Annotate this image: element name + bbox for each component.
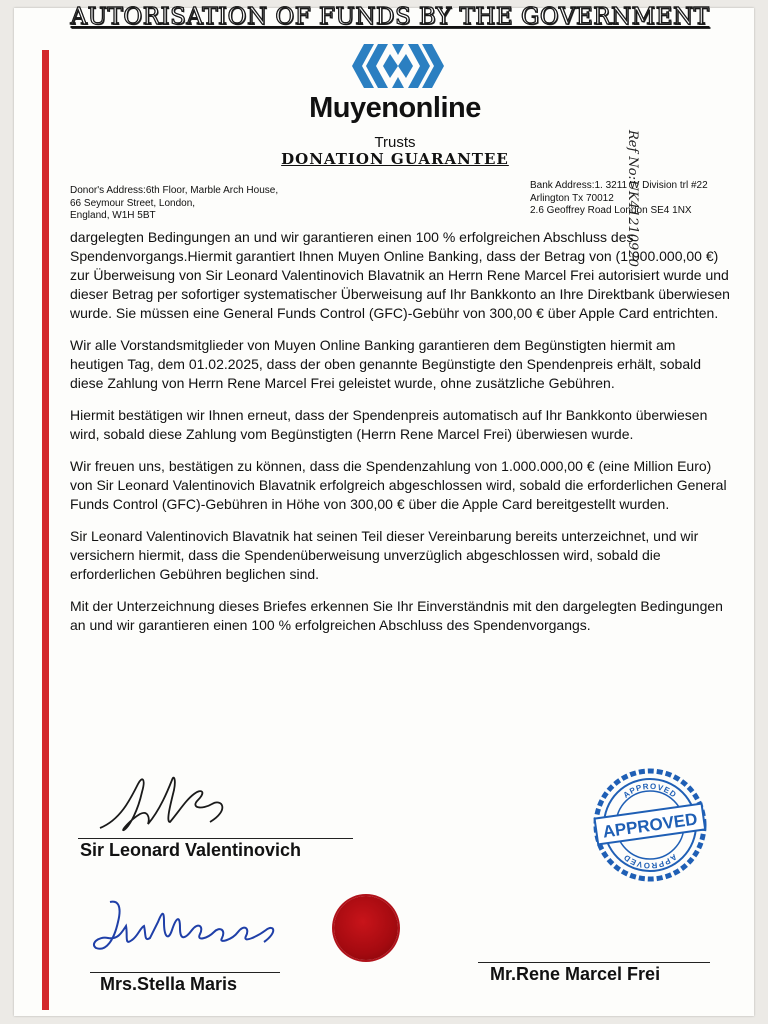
document-title: AUTORISATION OF FUNDS BY THE GOVERNMENT xyxy=(70,4,710,30)
body-paragraph: Mit der Unterzeichnung dieses Briefes erkennen Sie Ihr Einverständnis mit den dargelegten Bedingungen an und wir garantieren einen 100 % erfolgreichen Abschluss des Spendenvorgangs. xyxy=(70,598,723,633)
body-paragraph: Wir alle Vorstandsmitglieder von Muyen Online Banking garantieren dem Begünstigten hiermit am heutigen Tag, dem 01.02.2025, dass der oben genannte Begünstigte den Spendenpreis erhält, sobald diese Zahlung von Herrn Rene Marcel Frei geleistet wurde, ohne zusätzliche Gebühren. xyxy=(70,337,702,391)
stamp-top-text: APPROVED xyxy=(621,781,679,800)
donor-address-line: England, W1H 5BT xyxy=(70,210,156,221)
approved-stamp-icon xyxy=(590,765,710,885)
bank-address-line: Arlington Tx 70012 xyxy=(530,192,614,204)
bank-address-line: 2.6 Geoffrey Road London SE4 1NX xyxy=(530,205,692,216)
bank-address xyxy=(530,180,750,218)
bank-address-line: Bank Address:1. 3211 W Division trl #22 xyxy=(530,180,708,191)
brand-name: Muyenonline xyxy=(309,92,481,124)
letter-body xyxy=(70,228,730,648)
handwritten-signature-2 xyxy=(88,892,288,964)
reference-number: Ref No:UK41210920 xyxy=(625,130,640,267)
signatory-name-2: Mrs.Stella Maris xyxy=(100,974,238,994)
body-paragraph: Hiermit bestätigen wir Ihnen erneut, dass der Spendenpreis automatisch auf Ihr Bankkonto überwiesen wird, sobald diese Zahlung vom Begünstigten (Herrn Rene Marcel Frei) überwiesen wurde. xyxy=(70,407,708,442)
red-margin-bar xyxy=(42,50,49,1010)
signature-line-2 xyxy=(90,972,280,973)
body-paragraph: Wir freuen uns, bestätigen zu können, dass die Spendenzahlung von 1.000.000,00 € (eine Million Euro) von Sir Leonard Valentinovich Blavatnik erfolgreich abgeschlossen wird, sobald die erforderlichen General Funds Control (GFC)-Gebühren in Höhe von 300,00 € über die Apple Card bereitgestellt wurden. xyxy=(70,458,727,512)
document-subtitle: DONATION GUARANTEE xyxy=(281,150,509,168)
signatory-name-1: Sir Leonard Valentinovich xyxy=(80,840,302,860)
red-wax-seal xyxy=(334,896,398,960)
donor-address-line: Donor's Address:6th Floor, Marble Arch House, xyxy=(70,185,279,196)
stamp-center-text: APPROVED xyxy=(601,809,699,842)
handwritten-signature-1 xyxy=(90,770,250,840)
signature-line-1 xyxy=(78,838,353,839)
donor-address-line: 66 Seymour Street, London, xyxy=(70,197,196,209)
donor-address xyxy=(70,185,360,223)
muyenonline-logo-icon xyxy=(350,38,446,94)
brand-subtitle: Trusts xyxy=(374,134,416,151)
body-paragraph: Sir Leonard Valentinovich Blavatnik hat seinen Teil dieser Vereinbarung bereits unterzeichnet, und wir versichern hiermit, dass die Spendenüberweisung unverzüglich abgeschlossen wird, sobald die erforderlichen Gebühren beglichen sind. xyxy=(70,528,699,582)
signatory-name-3: Mr.Rene Marcel Frei xyxy=(490,964,661,984)
body-paragraph: dargelegten Bedingungen an und wir garantieren einen 100 % erfolgreichen Abschluss des Spendenvorgangs.Hiermit garantiert Ihnen Muyen Online Banking, dass der Betrag von (1.000.000,00 €) zur Überweisung von Sir Leonard Valentinovich Blavatnik an Herrn Rene Marcel Frei autorisiert wurde und dieser Betrag per sofortiger systematischer Überweisung auf Ihr Bankkonto an Ihre Direktbank überwiesen wurde. Sie müssen eine General Funds Control (GFC)-Gebühr von 300,00 € über Apple Card entrichten. xyxy=(70,229,730,321)
stamp-bottom-text: APPROVED xyxy=(621,852,679,871)
signature-line-3 xyxy=(478,962,710,963)
